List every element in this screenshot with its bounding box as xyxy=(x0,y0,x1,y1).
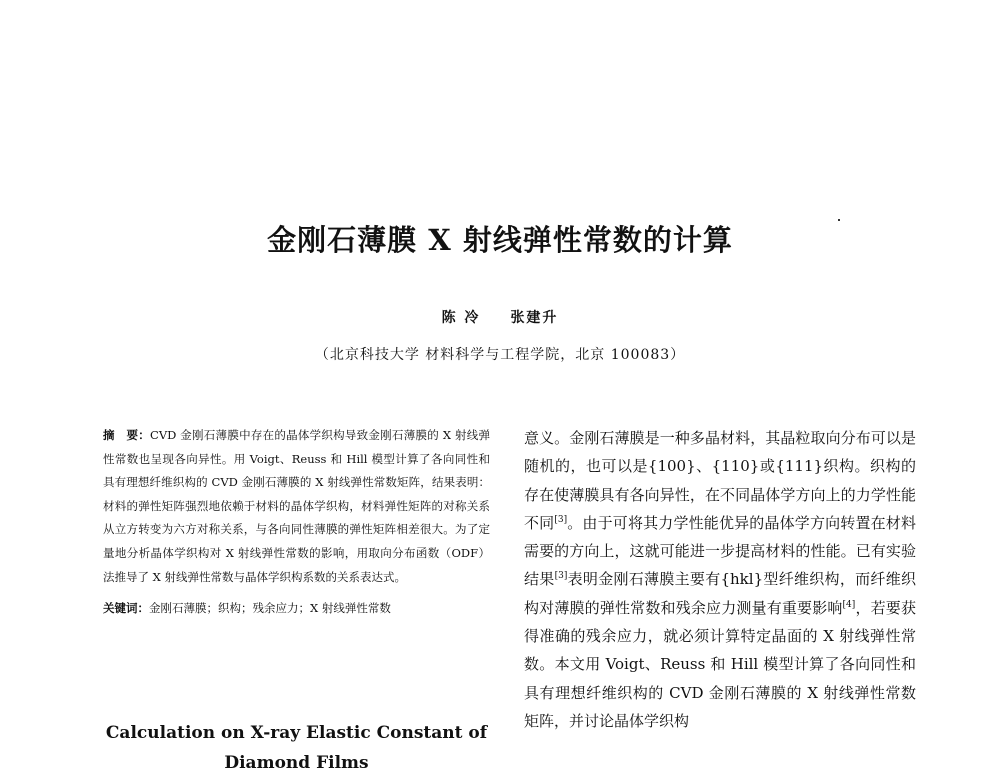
author-list xyxy=(0,307,1000,327)
keywords-label: 关键词： xyxy=(103,601,149,616)
abstract-text: CVD 金刚石薄膜中存在的晶体学织构导致金刚石薄膜的 X 射线弹性常数也呈现各向异性。用 Voigt、Reuss 和 Hill 模型计算了各向同性和具有理想纤维织构的 CVD 金刚石薄膜的 X 射线弹性常数矩阵，结果表明：材料的弹性矩阵强烈地依赖于材料的晶体学织构，材料弹性矩阵的对称关系从立方转变为六方对称关系，与各向同性薄膜的弹性矩阵相差很大。为了定量地分析晶体学织构对 X 射线弹性常数的影响，用取向分布函数（ODF）法推导了 X 射线弹性常数与晶体学织构系数的关系表达式。 xyxy=(103,428,491,584)
body-part-1: 意义。金刚石薄膜是一种多晶材料，其晶粒取向分布可以是随机的，也可以是{100}、{110}或{111}织构。织构的存在使薄膜具有各向异性，在不同晶体学方向上的力学性能不同 xyxy=(524,429,916,532)
body-part-3: 表明金刚石薄膜主要有{hkl}型纤维织构，而纤维织构对薄膜的弹性常数和残余应力测量有重要影响 xyxy=(524,570,916,617)
abstract-column xyxy=(103,424,490,621)
citation-3b[interactable]: [3] xyxy=(554,571,568,582)
keywords xyxy=(103,597,490,621)
citation-4[interactable]: [4] xyxy=(842,599,856,610)
english-title: Calculation on X-ray Elastic Constant of Diamond Films xyxy=(105,723,488,773)
affiliation: （北京科技大学 材料科学与工程学院，北京 100083） xyxy=(314,347,686,363)
abstract xyxy=(103,424,490,589)
body-part-4: ，若要获得准确的残余应力，就必须计算特定晶面的 X 射线弹性常数。本文用 Voigt、Reuss 和 Hill 模型计算了各向同性和具有理想纤维织构的 CVD 金刚石薄膜的 X 射线弹性常数矩阵，并讨论晶体学织构 xyxy=(524,598,916,730)
author-2: 张建升 xyxy=(510,310,559,326)
citation-3a[interactable]: [3] xyxy=(554,514,568,525)
paper-title: 金刚石薄膜 X 射线弹性常数的计算 xyxy=(267,223,733,257)
author-1: 陈 冷 xyxy=(441,310,481,326)
keywords-text: 金刚石薄膜；织构；残余应力；X 射线弹性常数 xyxy=(149,601,391,616)
body-part-2: 。由于可将其力学性能优异的晶体学方向转置在材料需要的方向上，这就可能进一步提高材料的性能。已有实验结果 xyxy=(524,513,916,589)
abstract-label: 摘 要： xyxy=(103,428,151,442)
body-text xyxy=(524,424,916,735)
